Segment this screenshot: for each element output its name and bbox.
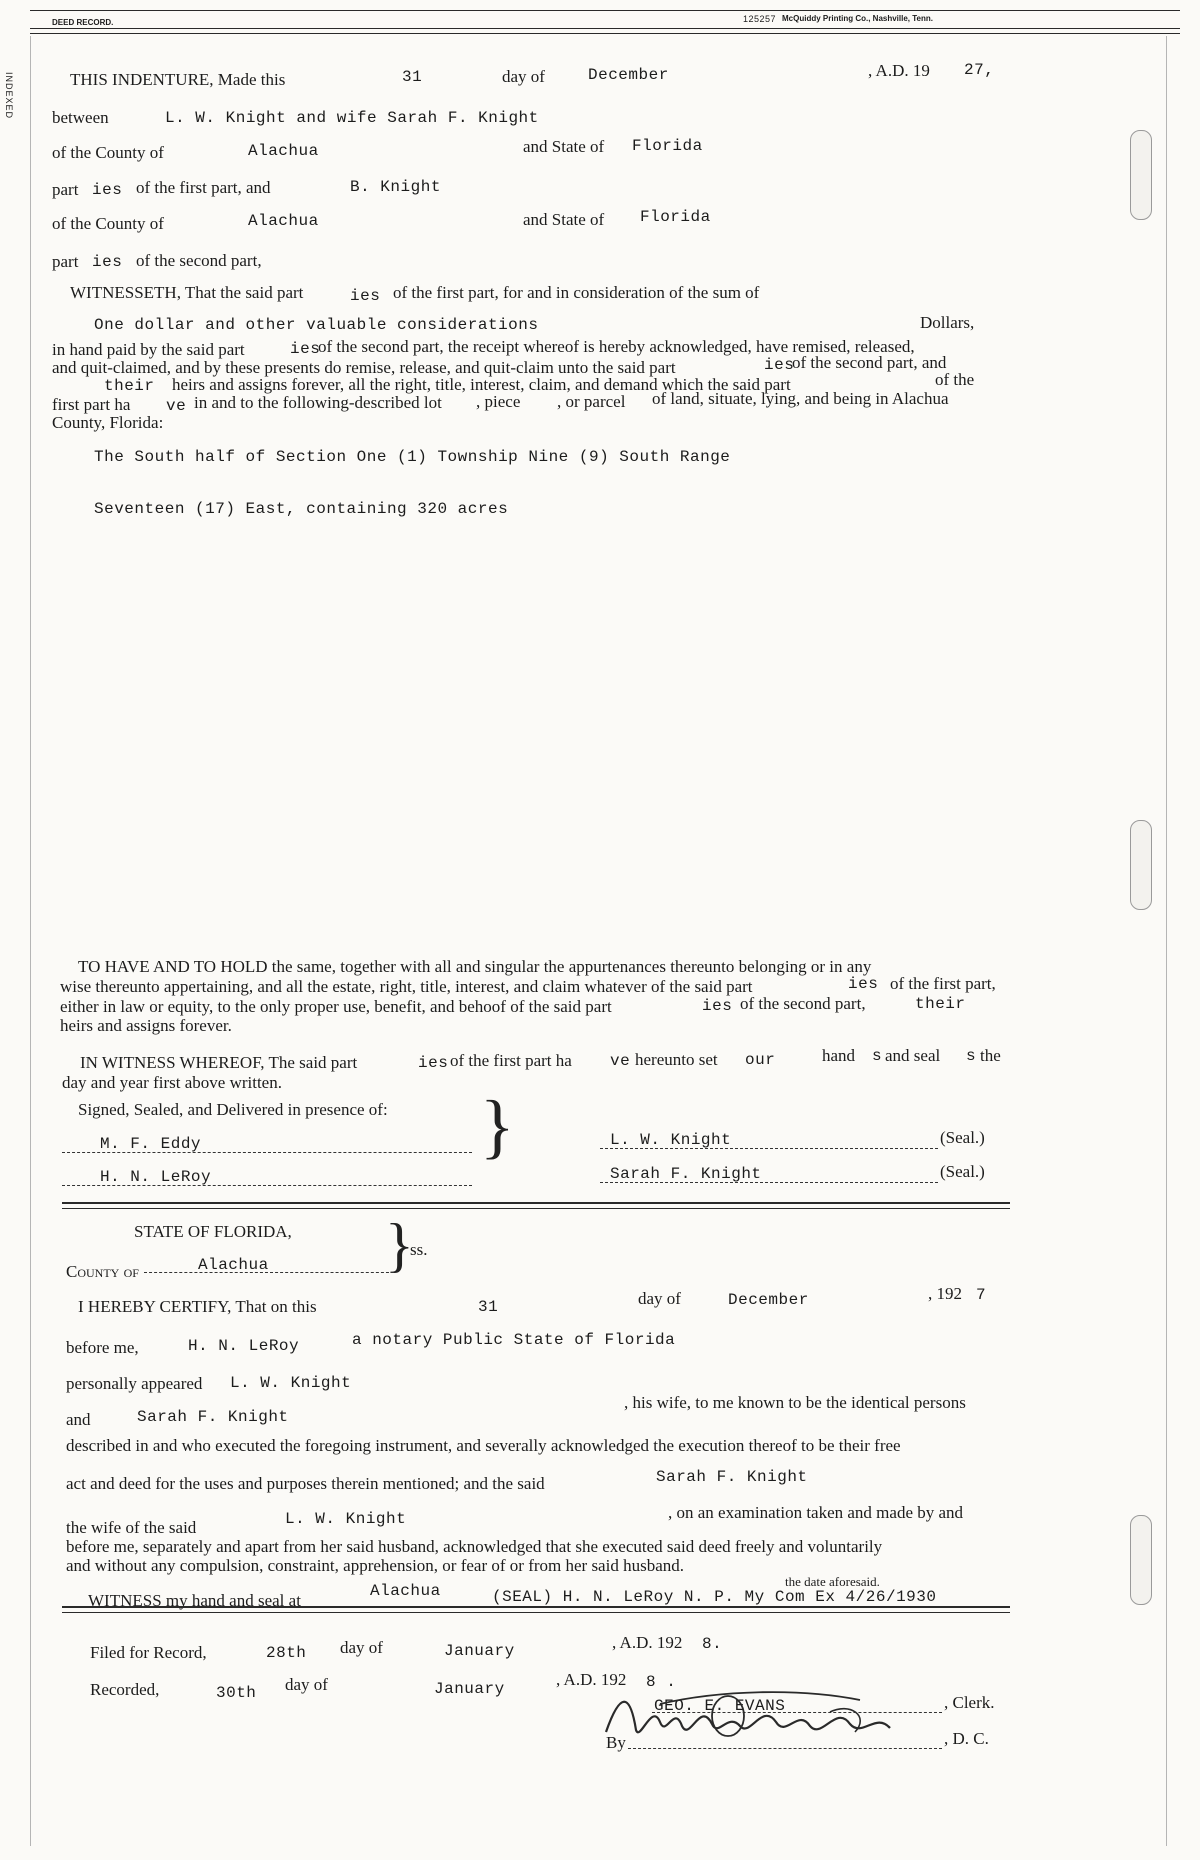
witnesseth-their: their [104,377,155,395]
grantor-names: L. W. Knight and wife Sarah F. Knight [165,109,539,127]
clerk-name: GEO. E. EVANS [654,1697,786,1715]
brace: } [385,1212,414,1278]
certify-intro: I HEREBY CERTIFY, That on this [78,1297,317,1316]
page-margin-line-right [1166,36,1167,1846]
form-number: 125257 [743,14,777,24]
second-part-label: of the second part, [136,251,262,270]
state-label-1: and State of [523,137,605,156]
land-description-2: Seventeen (17) East, containing 320 acres [94,500,509,518]
testimonium-s1: s [872,1047,883,1065]
habendum-line1: TO HAVE AND TO HOLD the same, together with all and singular the appurtenances thereunto belonging or in any [78,957,872,976]
ack-person-1: L. W. Knight [230,1374,352,1392]
act-deed-text: act and deed for the uses and purposes therein mentioned; and the said [66,1474,545,1493]
his-wife-text: , his wife, to me known to be the identical persons [624,1393,966,1412]
habendum-ies-1: ies [848,975,879,993]
county-line [144,1250,394,1273]
witnesseth-ve: ve [166,397,187,415]
ack-wife-name: Sarah F. Knight [656,1468,808,1486]
ack-day-of: day of [638,1289,681,1308]
seal-label-1: (Seal.) [940,1128,985,1147]
section-rule-2-thin [62,1612,1010,1613]
and-label: and [66,1410,91,1429]
part-label-2: part [52,252,79,271]
filed-day-of: day of [340,1638,383,1657]
indexed-stamp: INDEXED [4,72,14,120]
brace: } [480,1086,515,1166]
state-1: Florida [632,137,703,155]
grantee-name: B. Knight [350,178,441,196]
indenture-month: December [588,66,669,84]
habendum-line3b: of the second part, [740,994,866,1013]
ack-day: 31 [478,1298,499,1316]
first-part-label: of the first part, and [136,178,271,197]
testimonium-ve: ve [610,1052,631,1070]
witnesseth-line2b: of the second part, the receipt whereof is hereby acknowledged, have remised, released, [318,337,915,356]
indenture-day-of: day of [502,67,545,86]
personally-appeared: personally appeared [66,1374,203,1393]
clerk-label: , Clerk. [944,1693,995,1712]
printer-imprint: McQuiddy Printing Co., Nashville, Tenn. [782,14,933,23]
filed-day: 28th [266,1644,307,1662]
witnesseth-line5b: in and to the following-described lot [194,393,442,412]
ack-officer: H. N. LeRoy [188,1337,300,1355]
binder-hole [1130,130,1152,220]
deputy-clerk-signature [600,1682,920,1754]
section-rule [62,1202,1010,1204]
ack-county: Alachua [198,1256,269,1274]
witnesseth-line1b: of the first part, for and in consideration of the sum of [393,283,760,302]
filed-for-record: Filed for Record, [90,1643,207,1662]
between-label: between [52,108,109,127]
binder-hole [1130,1515,1152,1605]
part-suffix-2: ies [92,253,123,271]
signed-in-presence: Signed, Sealed, and Delivered in presence of: [78,1100,388,1119]
habendum-line2b: of the first part, [890,974,996,993]
part-suffix-1: ies [92,181,123,199]
part-label-1: part [52,180,79,199]
witnesseth-line3b: of the second part, and [792,353,947,372]
county-label-1: of the County of [52,143,164,162]
habendum-line2a: wise thereunto appertaining, and all the estate, right, title, interest, and claim whatever of the said part [60,977,753,996]
by-label: By [606,1733,626,1752]
exam-text: , on an examination taken and made by and [668,1503,964,1522]
county-label-2: of the County of [52,214,164,233]
recorded-day-of: day of [285,1675,328,1694]
grantor-signature-2: Sarah F. Knight [610,1165,762,1183]
testimonium-s2: s [966,1047,977,1065]
witnesseth-line2a: in hand paid by the said part [52,340,245,359]
exam-text-3: and without any compulsion, constraint, apprehension, or fear of or from her said husband. [66,1556,684,1575]
ack-person-2: Sarah F. Knight [137,1408,289,1426]
witnesseth-parcel: , or parcel [557,392,626,411]
witness-2: H. N. LeRoy [100,1168,212,1186]
consideration-amount: One dollar and other valuable considerations [94,316,539,334]
testimonium-ies: ies [418,1054,449,1072]
deed-record-label: DEED RECORD. [52,18,114,27]
witness-1: M. F. Eddy [100,1135,202,1153]
filed-ad: , A.D. 192 [612,1633,683,1652]
exam-text-2: before me, separately and apart from her said husband, acknowledged that she executed said deed freely and voluntarily [66,1537,883,1556]
notary-seal-note: (SEAL) H. N. LeRoy N. P. My Com Ex 4/26/1930 [492,1588,937,1606]
county-2: Alachua [248,212,319,230]
witnesseth-ies: ies [350,287,381,305]
habendum-their: their [915,995,966,1013]
recorded-month: January [434,1680,505,1698]
ack-month: December [728,1291,809,1309]
testimonium-line1c: hereunto set [635,1050,718,1069]
indenture-intro: THIS INDENTURE, Made this [70,70,286,89]
date-aforesaid: the date aforesaid. [785,1574,880,1589]
witnesseth-line4: heirs and assigns forever, all the right, title, interest, claim, and demand which the said part [172,375,791,394]
state-label-2: and State of [523,210,605,229]
witnesseth-ies-2: ies [290,340,321,358]
header-rule [30,28,1180,29]
state-2: Florida [640,208,711,226]
witnesseth-piece: , piece [476,392,521,411]
ack-year-suffix: 7 [976,1286,987,1304]
testimonium-line1a: IN WITNESS WHEREOF, The said part [80,1053,358,1072]
testimonium-our: our [745,1051,776,1069]
habendum-ies-2: ies [702,997,733,1015]
indenture-year: 27, [964,61,995,79]
grantor-signature-1: L. W. Knight [610,1131,732,1149]
indenture-day: 31 [402,68,423,86]
section-rule-2 [62,1606,1010,1608]
recorded-label: Recorded, [90,1680,160,1699]
filed-month: January [444,1642,515,1660]
recorded-ad: , A.D. 192 [556,1670,627,1689]
ack-place: Alachua [370,1582,441,1600]
testimonium-and-seal: and seal [885,1046,941,1065]
state-of-florida: STATE OF FLORIDA, [134,1222,292,1241]
county-1: Alachua [248,142,319,160]
witnesseth-line5c: of land, situate, lying, and being in Alachua [652,389,949,408]
filed-year: 8. [702,1635,723,1653]
witnesseth-line3a: and quit-claimed, and by these presents do remise, release, and quit-claim unto the said part [52,358,676,377]
wife-of-label: the wife of the said [66,1518,197,1537]
page-margin-line [30,36,31,1846]
testimonium-line1b: of the first part ha [450,1051,572,1070]
header-rule-top [30,10,1180,11]
testimonium-hand: hand [822,1046,856,1065]
witnesseth-line1: WITNESSETH, That the said part [70,283,304,302]
dollars-label: Dollars, [920,313,975,332]
witnesseth-line4b: of the [935,370,975,389]
ss-label: ss. [410,1240,428,1259]
recorded-day: 30th [216,1684,257,1702]
witnesseth-line5a: first part ha [52,395,131,414]
testimonium-the: the [980,1046,1001,1065]
habendum-line4: heirs and assigns forever. [60,1016,232,1035]
recorded-year: 8 . [646,1673,677,1691]
land-description-1: The South half of Section One (1) Township Nine (9) South Range [94,448,731,466]
header-rule-double [30,33,1180,34]
seal-label-2: (Seal.) [940,1162,985,1181]
habendum-line3a: either in law or equity, to the only proper use, benefit, and behoof of the said part [60,997,612,1016]
indenture-ad: , A.D. 19 [868,61,930,80]
binder-hole [1130,820,1152,910]
before-me-label: before me, [66,1338,139,1357]
ack-officer-title: a notary Public State of Florida [352,1331,676,1349]
ack-husband: L. W. Knight [285,1510,407,1528]
section-rule-thin [62,1208,1010,1209]
described-text: described in and who executed the foregoing instrument, and severally acknowledged the execution thereof to be their free [66,1436,901,1455]
ack-year-prefix: , 192 [928,1284,962,1303]
witnesseth-line6: County, Florida: [52,413,164,432]
witnesseth-ies-3: ies [764,356,795,374]
testimonium-line2: day and year first above written. [62,1073,282,1092]
dc-label: , D. C. [944,1729,989,1748]
county-of-label: County of [66,1262,139,1281]
witness-hand-seal: WITNESS my hand and seal at [88,1591,301,1610]
